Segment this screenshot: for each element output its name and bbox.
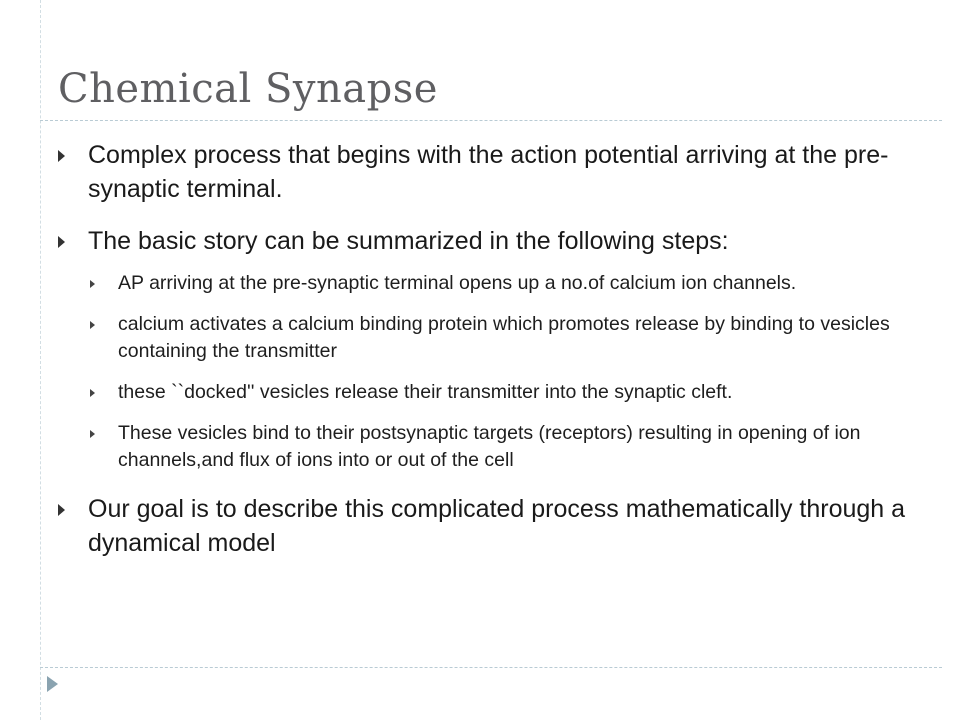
- sub-bullet-item: [88, 311, 918, 365]
- bullet-item: [58, 138, 918, 206]
- triangle-right-icon: [58, 236, 65, 248]
- title-divider: [40, 120, 942, 121]
- left-guide-line: [40, 0, 41, 720]
- bullet-text: Complex process that begins with the action potential arriving at the pre-synaptic terminal.: [88, 141, 889, 203]
- sub-bullet-text: calcium activates a calcium binding protein which promotes release by binding to vesicles containing the transmitter: [118, 313, 890, 362]
- sub-bullet-list: [88, 270, 918, 474]
- bullet-item: [58, 224, 918, 474]
- sub-bullet-item: [88, 379, 918, 406]
- sub-bullet-item: [88, 420, 918, 474]
- bullet-list: [58, 138, 918, 578]
- triangle-right-icon: [90, 389, 95, 397]
- bullet-text: Our goal is to describe this complicated process mathematically through a dynamical model: [88, 495, 906, 557]
- triangle-right-icon: [58, 504, 65, 516]
- triangle-right-icon: [90, 280, 95, 288]
- bullet-item: [58, 492, 918, 560]
- footer-divider: [40, 667, 942, 668]
- sub-bullet-text: These vesicles bind to their postsynaptic targets (receptors) resulting in opening of ion channels,and flux of ions into or out of the cell: [118, 422, 861, 471]
- play-arrow-icon[interactable]: [47, 676, 58, 692]
- triangle-right-icon: [58, 150, 65, 162]
- sub-bullet-text: these ``docked'' vesicles release their transmitter into the synaptic cleft.: [118, 381, 733, 403]
- sub-bullet-item: [88, 270, 918, 297]
- sub-bullet-text: AP arriving at the pre-synaptic terminal opens up a no.of calcium ion channels.: [118, 272, 797, 294]
- triangle-right-icon: [90, 430, 95, 438]
- bullet-text: The basic story can be summarized in the following steps:: [88, 227, 729, 255]
- triangle-right-icon: [90, 321, 95, 329]
- page-title: Chemical Synapse: [58, 66, 438, 112]
